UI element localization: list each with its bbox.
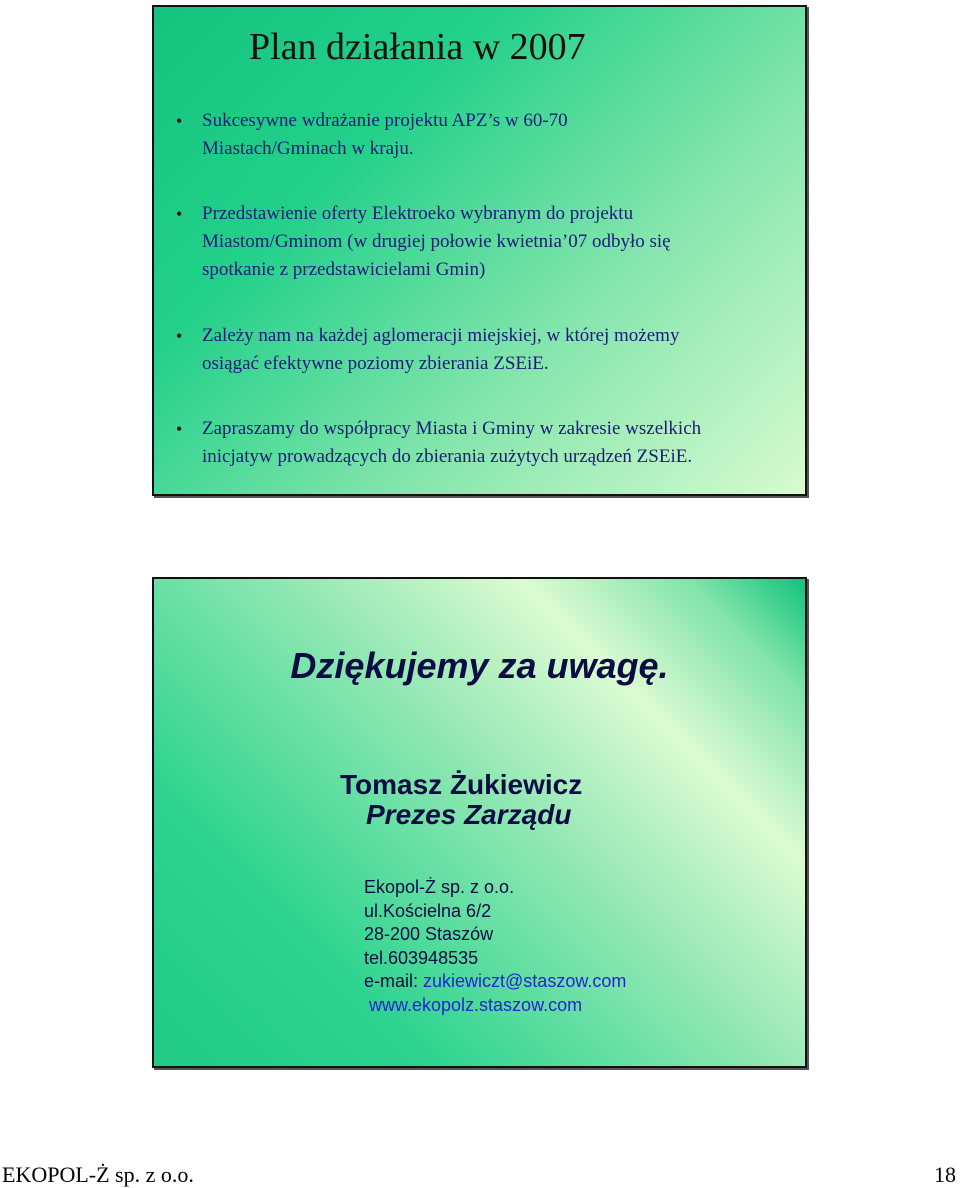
bullet-dot-icon: • <box>176 419 183 439</box>
bullet-line: spotkanie z przedstawicielami Gmin) <box>202 259 486 280</box>
presenter-role: Prezes Zarządu <box>366 799 572 830</box>
website-row <box>364 994 626 1018</box>
bullet-line: Przedstawienie oferty Elektroeko wybranym do projektu <box>202 203 634 224</box>
bullet-dot-icon: • <box>176 111 183 131</box>
website-link[interactable]: www.ekopolz.staszow.com <box>369 994 583 1015</box>
bullet-line: Zależy nam na każdej aglomeracji miejskiej, w której możemy <box>202 325 680 346</box>
presenter-name: Tomasz Żukiewicz <box>340 769 583 800</box>
bullet-item <box>174 322 799 378</box>
street-address: ul.Kościelna 6/2 <box>364 900 492 921</box>
bullet-line: osiągać efektywne poziomy zbierania ZSEiE. <box>202 353 549 374</box>
email-link[interactable]: zukiewiczt@staszow.com <box>423 971 627 991</box>
bullet-item <box>174 415 799 471</box>
email-row <box>364 970 626 994</box>
page-number: 18 <box>934 1162 956 1187</box>
footer-company: EKOPOL-Ż sp. z o.o. <box>2 1162 194 1187</box>
city-address: 28-200 Staszów <box>364 924 494 944</box>
slide-thanks <box>152 577 807 1068</box>
bullet-line: Miastom/Gminom (w drugiej połowie kwietnia’07 odbyło się <box>202 231 671 252</box>
bullet-item <box>174 107 799 163</box>
phone-number: tel.603948535 <box>364 947 479 968</box>
bullet-line: inicjatyw prowadzących do zbierania zużytych urządzeń ZSEiE. <box>202 446 693 467</box>
email-label: e-mail: <box>364 971 424 991</box>
bullet-dot-icon: • <box>176 204 183 224</box>
contact-block <box>364 876 626 1017</box>
company-name: Ekopol-Ż sp. z o.o. <box>364 877 515 897</box>
slide-plan <box>152 5 807 496</box>
bullet-list <box>174 107 799 471</box>
bullet-dot-icon: • <box>176 326 183 346</box>
bullet-line: Sukcesywne wdrażanie projektu APZ’s w 60-70 <box>202 110 568 131</box>
bullet-item <box>174 200 799 284</box>
bullet-line: Miastach/Gminach w kraju. <box>202 138 414 159</box>
slide-title: Plan działania w 2007 <box>249 26 586 68</box>
thanks-heading: Dziękujemy za uwagę. <box>290 645 669 686</box>
bullet-line: Zapraszamy do współpracy Miasta i Gminy w zakresie wszelkich <box>202 418 702 439</box>
